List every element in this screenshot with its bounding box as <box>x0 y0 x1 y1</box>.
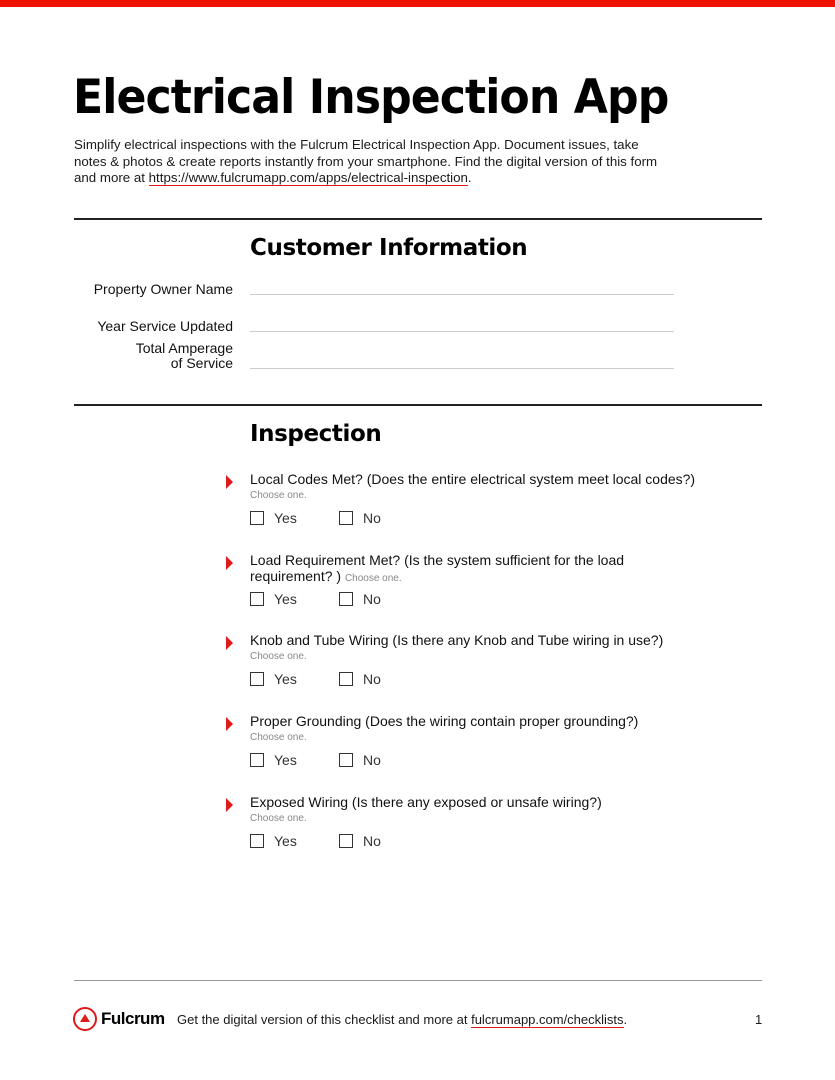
page-number: 1 <box>755 1012 763 1027</box>
option-group <box>250 833 428 849</box>
fulcrum-logo-icon <box>73 1007 97 1031</box>
inspection-title: Inspection <box>250 421 382 447</box>
question-hint: Choose one. <box>250 651 307 662</box>
checkbox-icon[interactable] <box>339 672 353 686</box>
question-text: Local Codes Met? (Does the entire electrical system meet local codes?) <box>250 471 696 487</box>
checkbox-icon[interactable] <box>250 834 264 848</box>
year-service-field[interactable] <box>250 331 674 332</box>
checkbox-icon[interactable] <box>339 592 353 606</box>
page-title: Electrical Inspection App <box>73 70 669 125</box>
checkbox-icon[interactable] <box>250 753 264 767</box>
option-group <box>250 510 428 526</box>
section-divider <box>74 218 762 220</box>
checkbox-icon[interactable] <box>250 511 264 525</box>
customer-info-title: Customer Information <box>250 235 528 261</box>
question-text: Knob and Tube Wiring (Is there any Knob and Tube wiring in use?) <box>250 632 664 648</box>
intro-end: . <box>467 170 472 185</box>
option-label: Yes <box>274 833 297 849</box>
checkbox-icon[interactable] <box>250 672 264 686</box>
option-label: No <box>363 510 381 526</box>
intro-link[interactable]: https://www.fulcrumapp.com/apps/electrical-inspection <box>148 170 468 185</box>
total-amperage-label-line1: Total Amperage <box>135 340 233 356</box>
intro-text: Simplify electrical inspections with the Fulcrum Electrical Inspection App. Document issues, take notes & photos & create reports instantly from your smartphone. Find the digital version of this form and more at <box>74 137 658 185</box>
brand-name: Fulcrum <box>101 1009 165 1028</box>
option-label: No <box>363 671 381 687</box>
option-no[interactable] <box>339 833 428 849</box>
question-text: Exposed Wiring (Is there any exposed or unsafe wiring?) <box>250 794 602 810</box>
checkbox-icon[interactable] <box>339 511 353 525</box>
triangle-icon <box>80 1014 90 1022</box>
option-no[interactable] <box>339 591 428 607</box>
option-no[interactable] <box>339 510 428 526</box>
option-yes[interactable] <box>250 591 339 607</box>
property-owner-label: Property Owner Name <box>93 281 233 297</box>
option-label: Yes <box>274 591 297 607</box>
option-label: Yes <box>274 510 297 526</box>
option-group <box>250 752 428 768</box>
option-label: No <box>363 752 381 768</box>
option-no[interactable] <box>339 671 428 687</box>
option-yes[interactable] <box>250 671 339 687</box>
caret-right-icon <box>226 556 233 570</box>
checkbox-icon[interactable] <box>339 834 353 848</box>
total-amperage-label-line2: of Service <box>170 355 233 371</box>
caret-right-icon <box>226 798 233 812</box>
section-divider <box>74 404 762 406</box>
question-text: Proper Grounding (Does the wiring contain proper grounding?) <box>250 713 639 729</box>
property-owner-field[interactable] <box>250 294 674 295</box>
option-label: Yes <box>274 671 297 687</box>
footer-text-main: Get the digital version of this checklist and more at <box>177 1012 472 1027</box>
total-amperage-label <box>136 341 233 371</box>
option-group <box>250 671 428 687</box>
option-no[interactable] <box>339 752 428 768</box>
checkbox-icon[interactable] <box>339 753 353 767</box>
caret-right-icon <box>226 717 233 731</box>
option-yes[interactable] <box>250 510 339 526</box>
option-yes[interactable] <box>250 752 339 768</box>
option-yes[interactable] <box>250 833 339 849</box>
option-label: Yes <box>274 752 297 768</box>
question-hint: Choose one. <box>250 732 307 743</box>
footer-divider <box>74 980 762 981</box>
option-group <box>250 591 428 607</box>
fulcrum-logo <box>73 1007 165 1031</box>
footer-text <box>177 1012 627 1027</box>
total-amperage-field[interactable] <box>250 368 674 369</box>
question-text-main: Load Requirement Met? (Is the system sufficient for the load requirement? ) <box>250 552 625 584</box>
question-text <box>250 553 690 586</box>
caret-right-icon <box>226 475 233 489</box>
option-label: No <box>363 833 381 849</box>
question-hint: Choose one. <box>250 490 307 501</box>
intro-paragraph <box>74 137 674 187</box>
option-label: No <box>363 591 381 607</box>
year-service-label: Year Service Updated <box>97 318 233 334</box>
caret-right-icon <box>226 636 233 650</box>
top-accent-bar <box>0 0 835 7</box>
question-hint: Choose one. <box>250 813 307 824</box>
footer-text-end: . <box>623 1012 628 1027</box>
checkbox-icon[interactable] <box>250 592 264 606</box>
footer-link[interactable]: fulcrumapp.com/checklists <box>471 1012 624 1027</box>
question-hint: Choose one. <box>344 572 402 584</box>
